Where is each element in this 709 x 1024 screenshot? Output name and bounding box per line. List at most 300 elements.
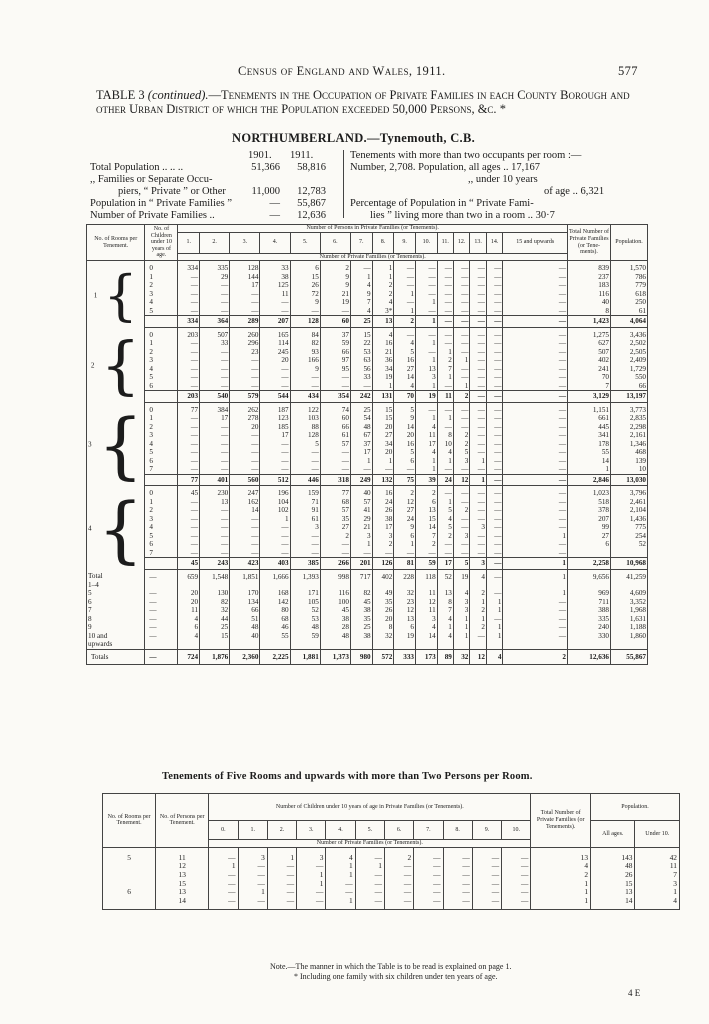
value-cell: 3 <box>453 598 470 607</box>
value-cell: 1 <box>486 606 503 615</box>
value-cell: 4 <box>326 847 355 862</box>
grand-total-cell: 2,225 <box>260 649 290 665</box>
value-cell: 4 <box>531 862 591 871</box>
value-cell: 13 <box>416 365 438 374</box>
value-cell: — <box>230 431 260 440</box>
value-cell: — <box>416 261 438 273</box>
value-cell: — <box>394 261 416 273</box>
value-cell: — <box>470 373 487 382</box>
value-cell: — <box>470 465 487 474</box>
value-cell: — <box>260 465 290 474</box>
value-cell: — <box>209 888 238 897</box>
table-row <box>87 465 648 474</box>
value-cell: — <box>502 862 531 871</box>
value-cell: — <box>178 498 200 507</box>
value-cell: 2 <box>453 431 470 440</box>
total-cell: 2 <box>394 316 416 328</box>
total-cell: 2,258 <box>568 558 611 570</box>
table-row <box>87 298 648 307</box>
value-cell: — <box>178 448 200 457</box>
t2-head-persons: No. of Persons per Tenement. <box>156 794 209 848</box>
value-cell: 27 <box>320 523 350 532</box>
rooms-cell <box>87 486 145 570</box>
value-cell: 21 <box>372 348 394 357</box>
value-cell: — <box>260 532 290 541</box>
value-cell: 2 <box>394 486 416 498</box>
value-cell: 1,570 <box>611 261 648 273</box>
value-cell: 1,666 <box>260 569 290 589</box>
value-cell: — <box>437 549 453 558</box>
children-cell: 3 <box>145 515 178 524</box>
value-cell: 114 <box>260 339 290 348</box>
grand-total-cell: 2 <box>503 649 568 665</box>
value-cell: 125 <box>260 281 290 290</box>
value-cell: — <box>437 307 453 316</box>
value-cell: — <box>453 365 470 374</box>
value-cell: 38 <box>320 615 350 624</box>
value-cell: — <box>437 298 453 307</box>
value-cell: — <box>320 549 350 558</box>
summary-right-line: Number, 2,708. Population, all ages .. 17,167 <box>350 162 541 173</box>
value-cell: — <box>230 465 260 474</box>
year-1901: 1901. <box>248 150 272 161</box>
value-cell: — <box>453 290 470 299</box>
total-cell: 19 <box>416 391 438 403</box>
value-cell: 20 <box>394 431 416 440</box>
value-cell: 659 <box>178 569 200 589</box>
value-cell: 2,505 <box>611 348 648 357</box>
value-cell: 717 <box>350 569 372 589</box>
value-cell: — <box>297 888 326 897</box>
value-cell: — <box>437 402 453 414</box>
total-cell: 2 <box>453 391 470 403</box>
value-cell: — <box>472 847 501 862</box>
grand-total-cell: 12,636 <box>568 649 611 665</box>
total-label-line: 5 <box>88 589 92 598</box>
note-line: * Including one family with six children under ten years of age. <box>294 972 498 981</box>
table-row <box>87 281 648 290</box>
value-cell: 3 <box>453 532 470 541</box>
value-cell: — <box>503 298 568 307</box>
value-cell: — <box>437 290 453 299</box>
value-cell: 118 <box>416 569 438 589</box>
value-cell: 9 <box>394 523 416 532</box>
total-cell: — <box>470 391 487 403</box>
total-row-label <box>87 615 145 624</box>
value-cell: — <box>503 339 568 348</box>
value-cell: — <box>502 847 531 862</box>
value-cell: — <box>230 298 260 307</box>
value-cell: — <box>486 365 503 374</box>
value-cell: 4 <box>178 615 200 624</box>
value-cell: — <box>503 327 568 339</box>
value-cell: — <box>486 431 503 440</box>
value-cell: — <box>503 515 568 524</box>
table-row <box>103 888 680 897</box>
value-cell: — <box>443 888 472 897</box>
value-cell: 2 <box>372 540 394 549</box>
value-cell: 20 <box>178 598 200 607</box>
value-cell: — <box>486 589 503 598</box>
value-cell: — <box>453 402 470 414</box>
col-head-persons-11: 11. <box>437 232 453 253</box>
value-cell: 518 <box>568 498 611 507</box>
value-cell: 23 <box>230 348 260 357</box>
t2-col-children-0: 0. <box>209 821 238 840</box>
value-cell: 159 <box>290 486 320 498</box>
table-row <box>87 365 648 374</box>
value-cell: 4 <box>437 448 453 457</box>
value-cell: — <box>503 307 568 316</box>
blank-cell <box>145 474 178 486</box>
value-cell: — <box>414 871 443 880</box>
value-cell: 1 <box>531 897 591 910</box>
value-cell: — <box>394 327 416 339</box>
rooms-value: 1 <box>93 291 98 300</box>
value-cell: — <box>320 457 350 466</box>
total-cell: 423 <box>230 558 260 570</box>
value-cell: — <box>145 569 178 589</box>
value-cell: — <box>350 549 372 558</box>
page-number: 577 <box>618 64 638 78</box>
value-cell: — <box>414 897 443 910</box>
value-cell: 20 <box>372 615 394 624</box>
value-cell: — <box>503 281 568 290</box>
value-cell: 254 <box>611 532 648 541</box>
col-head-persons-3: 3. <box>230 232 260 253</box>
summary-value-1911: 58,816 <box>297 162 326 173</box>
value-cell: 228 <box>394 569 416 589</box>
children-cell: 4 <box>145 440 178 449</box>
value-cell: — <box>178 532 200 541</box>
children-cell: 3 <box>145 431 178 440</box>
total-cell: 512 <box>260 474 290 486</box>
value-cell: — <box>200 540 230 549</box>
value-cell: 4 <box>372 327 394 339</box>
value-cell: — <box>384 880 413 889</box>
value-cell: 32 <box>372 632 394 650</box>
table-row <box>87 356 648 365</box>
value-cell: — <box>230 532 260 541</box>
value-cell: — <box>350 465 372 474</box>
value-cell: — <box>503 402 568 414</box>
summary-label: Total Population .. .. .. <box>90 162 184 173</box>
value-cell: 4 <box>437 615 453 624</box>
value-cell: — <box>503 373 568 382</box>
value-cell: — <box>178 523 200 532</box>
value-cell: — <box>503 540 568 549</box>
value-cell: 70 <box>568 373 611 382</box>
value-cell: 2 <box>437 532 453 541</box>
brace-icon: { <box>103 263 138 327</box>
total-cell: 11 <box>437 391 453 403</box>
value-cell: — <box>503 498 568 507</box>
value-cell: — <box>200 465 230 474</box>
value-cell: 57 <box>320 440 350 449</box>
value-cell: — <box>470 486 487 498</box>
value-cell: 25 <box>200 623 230 632</box>
total-cell: 60 <box>320 316 350 328</box>
value-cell: 21 <box>320 290 350 299</box>
value-cell: 26 <box>372 506 394 515</box>
value-cell: 67 <box>350 431 372 440</box>
value-cell: 1 <box>470 615 487 624</box>
table-row <box>103 880 680 889</box>
value-cell: 8 <box>568 307 611 316</box>
value-cell: 1 <box>635 888 680 897</box>
value-cell: 171 <box>290 589 320 598</box>
value-cell: — <box>178 339 200 348</box>
value-cell: — <box>260 540 290 549</box>
col-head-persons-4: 4. <box>260 232 290 253</box>
grand-total-cell: 12 <box>470 649 487 665</box>
value-cell: 20 <box>372 448 394 457</box>
value-cell: 2 <box>437 356 453 365</box>
rooms-cell: 6 <box>103 888 156 897</box>
value-cell: — <box>453 549 470 558</box>
value-cell: 1 <box>416 465 438 474</box>
summary-label: Population in “ Private Families ” <box>90 198 233 209</box>
table-row <box>87 532 648 541</box>
value-cell: — <box>145 606 178 615</box>
value-cell: — <box>238 871 267 880</box>
grand-total-cell: 4 <box>486 649 503 665</box>
value-cell: 775 <box>611 523 648 532</box>
table-row <box>103 862 680 871</box>
value-cell: — <box>178 298 200 307</box>
value-cell: — <box>503 273 568 282</box>
children-cell: 5 <box>145 532 178 541</box>
value-cell: — <box>178 440 200 449</box>
summary-right-line: Percentage of Population in “ Private Fami- <box>350 198 534 209</box>
value-cell: 14 <box>416 632 438 650</box>
value-cell: 1 <box>568 465 611 474</box>
value-cell: — <box>414 888 443 897</box>
value-cell: — <box>230 448 260 457</box>
value-cell: 49 <box>372 589 394 598</box>
summary-value-1901: 11,000 <box>251 186 280 197</box>
value-cell: — <box>355 847 384 862</box>
total-cell: — <box>470 316 487 328</box>
value-cell: — <box>320 448 350 457</box>
table-row <box>87 498 648 507</box>
value-cell: 507 <box>200 327 230 339</box>
total-cell: — <box>503 391 568 403</box>
total-cell: 385 <box>290 558 320 570</box>
value-cell: 6 <box>394 532 416 541</box>
total-cell: 334 <box>178 316 200 328</box>
total-cell: 70 <box>394 391 416 403</box>
value-cell: — <box>470 339 487 348</box>
value-cell: — <box>486 298 503 307</box>
value-cell: 4 <box>437 515 453 524</box>
value-cell: 1 <box>416 457 438 466</box>
borough-name: —Tynemouth, C.B. <box>366 131 476 145</box>
table-row <box>87 540 648 549</box>
value-cell: — <box>486 348 503 357</box>
grand-total-cell: 173 <box>416 649 438 665</box>
value-cell: — <box>209 871 238 880</box>
running-title: Census of England and Wales, 1911. <box>238 64 446 78</box>
value-cell: 12 <box>394 606 416 615</box>
value-cell: 13 <box>531 847 591 862</box>
value-cell: 9 <box>394 414 416 423</box>
col-head-persons-9: 9. <box>394 232 416 253</box>
value-cell: 1 <box>437 498 453 507</box>
value-cell: — <box>267 871 296 880</box>
value-cell: 77 <box>320 486 350 498</box>
value-cell: — <box>486 339 503 348</box>
value-cell: 3 <box>350 532 372 541</box>
value-cell: 9 <box>320 273 350 282</box>
summary-row <box>90 186 340 198</box>
value-cell: — <box>394 549 416 558</box>
total-cell: 354 <box>320 391 350 403</box>
value-cell: 100 <box>320 598 350 607</box>
total-cell: 242 <box>350 391 372 403</box>
rooms-cell <box>103 897 156 910</box>
t2-col-children-2: 2. <box>267 821 296 840</box>
value-cell: — <box>470 273 487 282</box>
t2-col-children-7: 7. <box>414 821 443 840</box>
value-cell: 37 <box>320 327 350 339</box>
value-cell: 1 <box>372 273 394 282</box>
value-cell: 178 <box>568 440 611 449</box>
total-row <box>87 598 648 607</box>
signature-mark: 4 E <box>628 988 641 998</box>
value-cell: — <box>200 298 230 307</box>
value-cell: 14 <box>230 506 260 515</box>
value-cell: 3* <box>372 307 394 316</box>
value-cell: — <box>372 549 394 558</box>
value-cell: 13 <box>416 506 438 515</box>
value-cell: — <box>178 549 200 558</box>
value-cell: — <box>200 431 230 440</box>
value-cell: 196 <box>260 486 290 498</box>
value-cell: — <box>486 498 503 507</box>
total-label-line: 9 <box>88 623 92 632</box>
value-cell: — <box>260 549 290 558</box>
blank-cell <box>145 316 178 328</box>
children-cell: 2 <box>145 281 178 290</box>
value-cell: — <box>416 549 438 558</box>
value-cell: — <box>350 261 372 273</box>
value-cell: — <box>238 880 267 889</box>
value-cell: 1 <box>350 273 372 282</box>
value-cell: 1 <box>355 862 384 871</box>
value-cell: 17 <box>200 414 230 423</box>
value-cell: — <box>178 506 200 515</box>
value-cell: 56 <box>350 365 372 374</box>
value-cell: — <box>238 862 267 871</box>
value-cell: — <box>453 373 470 382</box>
value-cell: 786 <box>611 273 648 282</box>
value-cell: — <box>178 540 200 549</box>
value-cell: 1,631 <box>611 615 648 624</box>
value-cell: — <box>472 871 501 880</box>
value-cell: 2,409 <box>611 356 648 365</box>
value-cell: — <box>443 880 472 889</box>
value-cell: 27 <box>394 365 416 374</box>
total-row <box>87 623 648 632</box>
value-cell: 969 <box>568 589 611 598</box>
value-cell: 52 <box>437 569 453 589</box>
value-cell: — <box>437 382 453 391</box>
value-cell: 1 <box>372 457 394 466</box>
value-cell: 45 <box>350 598 372 607</box>
value-cell: 250 <box>611 298 648 307</box>
grand-total-cell: 32 <box>453 649 470 665</box>
value-cell: 6 <box>394 623 416 632</box>
value-cell: — <box>486 261 503 273</box>
total-cell: 560 <box>230 474 260 486</box>
value-cell: 27 <box>394 506 416 515</box>
value-cell: — <box>178 365 200 374</box>
value-cell: 8 <box>437 598 453 607</box>
group-total-row <box>87 558 648 570</box>
total-label-line: 6 <box>88 597 92 606</box>
value-cell: — <box>267 880 296 889</box>
value-cell: 711 <box>568 598 611 607</box>
value-cell: 34 <box>372 365 394 374</box>
value-cell: 3 <box>470 523 487 532</box>
value-cell: 507 <box>568 348 611 357</box>
value-cell: 20 <box>260 356 290 365</box>
persons-cell: 13 <box>156 871 209 880</box>
table-row <box>103 871 680 880</box>
t2-head-total: Total Number of Private Families (or Tenements). <box>531 794 591 848</box>
total-cell: 4,064 <box>611 316 648 328</box>
value-cell: 1 <box>470 457 487 466</box>
value-cell: 14 <box>416 523 438 532</box>
value-cell: 4 <box>635 897 680 910</box>
value-cell: 1 <box>486 632 503 650</box>
value-cell: 6 <box>394 457 416 466</box>
value-cell: 102 <box>260 506 290 515</box>
col-head-persons-8: 8. <box>372 232 394 253</box>
value-cell: 40 <box>568 298 611 307</box>
value-cell: — <box>453 414 470 423</box>
value-cell: 1 <box>503 569 568 589</box>
value-cell: 1 <box>486 623 503 632</box>
total-cell: 128 <box>290 316 320 328</box>
value-cell: — <box>453 515 470 524</box>
value-cell: — <box>503 431 568 440</box>
value-cell: 2 <box>470 623 487 632</box>
value-cell: 7 <box>437 606 453 615</box>
value-cell: — <box>230 540 260 549</box>
value-cell: — <box>486 356 503 365</box>
value-cell: — <box>200 440 230 449</box>
grand-total-cell: 980 <box>350 649 372 665</box>
total-cell: 3,129 <box>568 391 611 403</box>
value-cell: 1 <box>503 532 568 541</box>
value-cell: — <box>503 486 568 498</box>
value-cell: 4 <box>453 589 470 598</box>
value-cell: — <box>472 880 501 889</box>
value-cell: — <box>470 356 487 365</box>
summary-right-line: Tenements with more than two occupants per room :— <box>350 150 582 161</box>
t2-head-all-ages: All ages. <box>591 821 635 848</box>
value-cell: 445 <box>568 423 611 432</box>
value-cell: 1,346 <box>611 440 648 449</box>
summary-value-1911: 12,636 <box>297 210 326 221</box>
value-cell: — <box>470 348 487 357</box>
value-cell: 5 <box>437 506 453 515</box>
value-cell: 1 <box>437 457 453 466</box>
value-cell: 7 <box>437 365 453 374</box>
total-row-label <box>87 598 145 607</box>
